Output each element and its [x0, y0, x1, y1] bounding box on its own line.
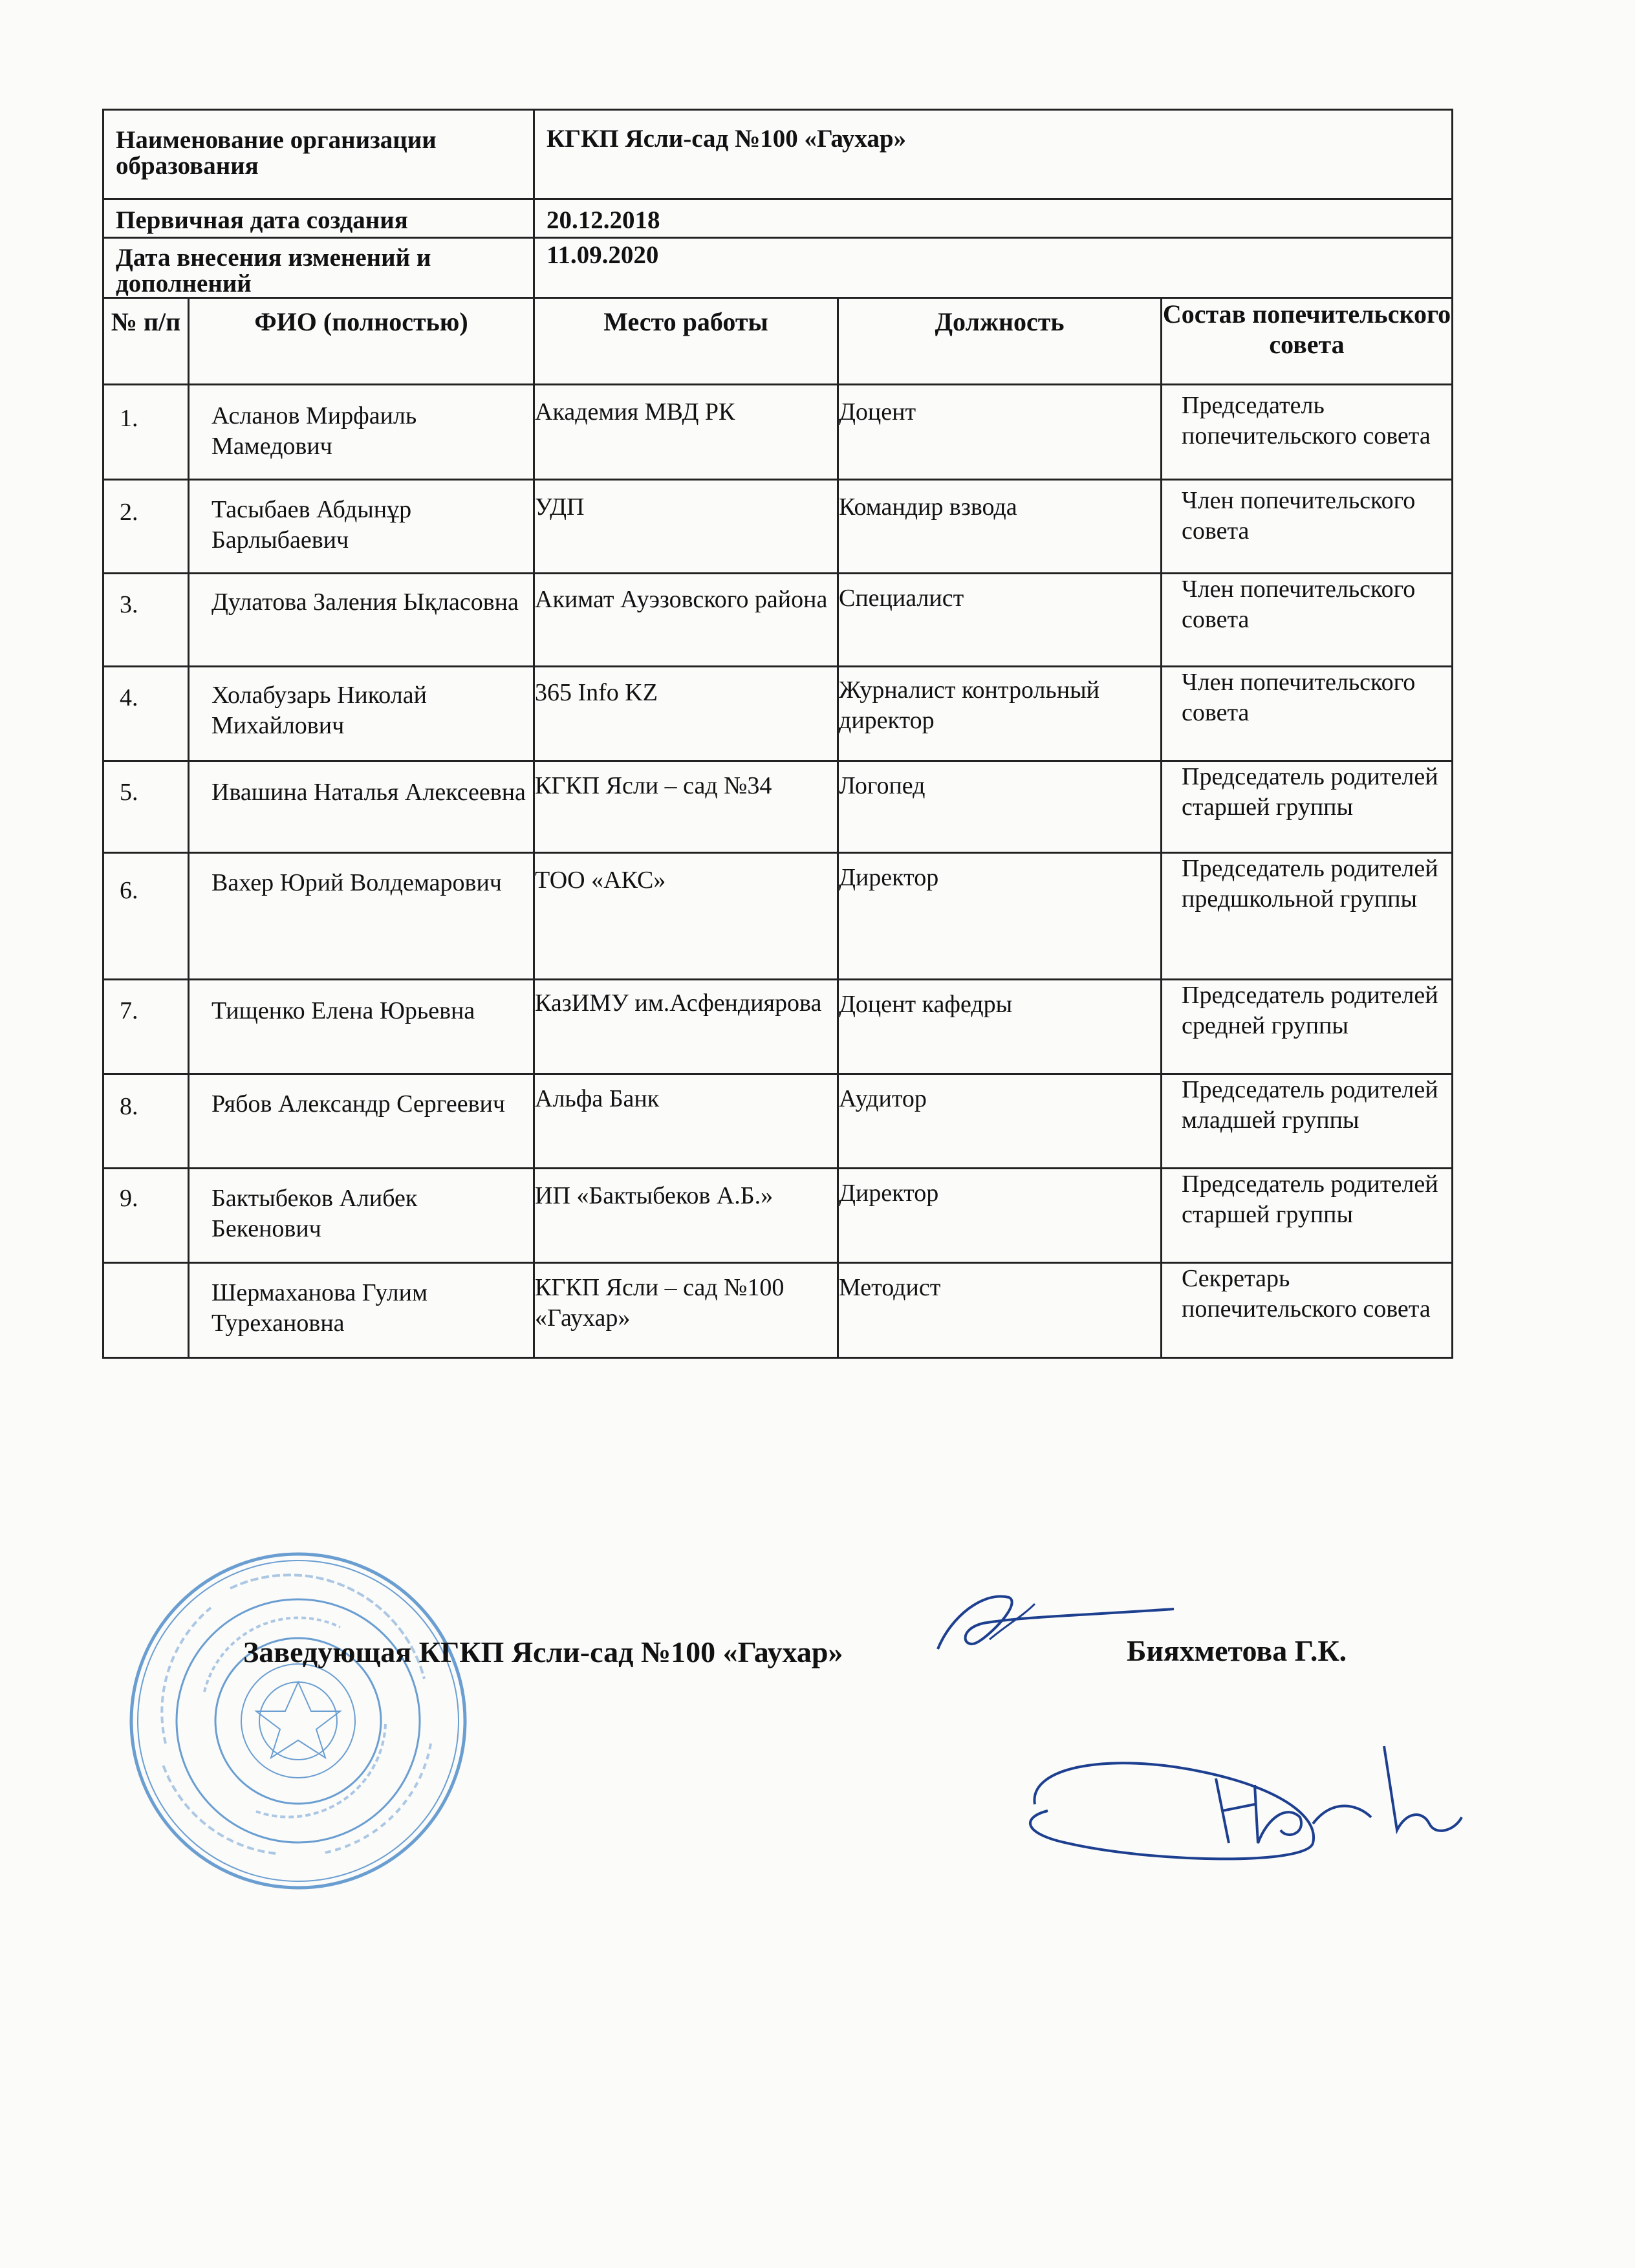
- row-work: УДП: [534, 480, 838, 574]
- row-council: Секретарь попечительского совета: [1162, 1263, 1453, 1358]
- row-position: Методист: [838, 1263, 1162, 1358]
- row-position: Логопед: [838, 761, 1162, 853]
- council-table: [102, 109, 1453, 1359]
- row-num: 1.: [103, 385, 189, 480]
- row-council: Член попечительского совета: [1162, 574, 1453, 667]
- changes-label: Дата внесения изменений и дополнений: [103, 238, 534, 298]
- row-num: 3.: [103, 574, 189, 667]
- row-work: ТОО «АКС»: [534, 853, 838, 980]
- table-row: [103, 667, 1453, 761]
- created-label: Первичная дата создания: [103, 199, 534, 238]
- row-num: 7.: [103, 980, 189, 1074]
- table-row: [103, 761, 1453, 853]
- row-fio: Бактыбеков Алибек Бекенович: [189, 1169, 534, 1263]
- row-num: 8.: [103, 1074, 189, 1169]
- row-num: 9.: [103, 1169, 189, 1263]
- row-council: Член попечительского совета: [1162, 480, 1453, 574]
- row-fio: Холабузарь Николай Михайлович: [189, 667, 534, 761]
- row-position: Доцент: [838, 385, 1162, 480]
- table-row: [103, 1263, 1453, 1358]
- row-fio: Асланов Мирфаиль Мамедович: [189, 385, 534, 480]
- row-position: Директор: [838, 1169, 1162, 1263]
- column-header-row: [103, 298, 1453, 385]
- column-header-fio: ФИО (полностью): [189, 298, 534, 385]
- row-council: Председатель родителей младшей группы: [1162, 1074, 1453, 1169]
- org-name-label: Наименование организации образования: [103, 110, 534, 199]
- row-council: Председатель родителей средней группы: [1162, 980, 1453, 1074]
- row-work: Акимат Ауэзовского района: [534, 574, 838, 667]
- row-work: Альфа Банк: [534, 1074, 838, 1169]
- row-position: Журналист контрольный директор: [838, 667, 1162, 761]
- handwritten-note-signature: [1009, 1720, 1475, 1875]
- table-row: [103, 480, 1453, 574]
- row-council: Председатель родителей предшкольной группы: [1162, 853, 1453, 980]
- row-fio: Рябов Александр Сергеевич: [189, 1074, 534, 1169]
- org-name-value: КГКП Ясли-сад №100 «Гаухар»: [534, 110, 1453, 199]
- row-position: Командир взвода: [838, 480, 1162, 574]
- table-row: [103, 385, 1453, 480]
- column-header-position: Должность: [838, 298, 1162, 385]
- row-fio: Вахер Юрий Волдемарович: [189, 853, 534, 980]
- row-fio: Дулатова Зaления Ықласовна: [189, 574, 534, 667]
- row-fio: Тищенко Елена Юрьевна: [189, 980, 534, 1074]
- row-num: 5.: [103, 761, 189, 853]
- row-work: Академия МВД РК: [534, 385, 838, 480]
- row-work: КазИМУ им.Асфендиярова: [534, 980, 838, 1074]
- row-num: 4.: [103, 667, 189, 761]
- row-position: Специалист: [838, 574, 1162, 667]
- row-num: 2.: [103, 480, 189, 574]
- row-num: 6.: [103, 853, 189, 980]
- changes-value: 11.09.2020: [534, 238, 1453, 298]
- column-header-num: № п/п: [103, 298, 189, 385]
- changes-row: [103, 238, 1453, 298]
- row-council: Председатель попечительского совета: [1162, 385, 1453, 480]
- row-council: Член попечительского совета: [1162, 667, 1453, 761]
- table-row: [103, 1169, 1453, 1263]
- row-position: Доцент кафедры: [838, 980, 1162, 1074]
- table-row: [103, 574, 1453, 667]
- row-council: Председатель родителей старшей группы: [1162, 761, 1453, 853]
- row-work: КГКП Ясли – сад №100 «Гаухар»: [534, 1263, 838, 1358]
- row-work: КГКП Ясли – сад №34: [534, 761, 838, 853]
- director-name: Бияхметова Г.К.: [1127, 1634, 1347, 1667]
- director-signature: [912, 1578, 1184, 1669]
- column-header-work: Место работы: [534, 298, 838, 385]
- row-position: Аудитор: [838, 1074, 1162, 1169]
- row-fio: Ивашина Наталья Алексеевна: [189, 761, 534, 853]
- column-header-council: Состав попечительского совета: [1162, 298, 1453, 385]
- table-row: [103, 853, 1453, 980]
- row-work: ИП «Бактыбеков А.Б.»: [534, 1169, 838, 1263]
- created-row: [103, 199, 1453, 238]
- row-fio: Шермаханова Гулим Туреханoвна: [189, 1263, 534, 1358]
- row-work: 365 Info KZ: [534, 667, 838, 761]
- row-fio: Тасыбаев Абдынұр Барлыбаевич: [189, 480, 534, 574]
- official-seal-stamp: [127, 1550, 470, 1892]
- footer-position-title: Заведующая КГКП Ясли-сад №100 «Гаухар»: [243, 1636, 843, 1669]
- row-num: [103, 1263, 189, 1358]
- org-name-row: [103, 110, 1453, 199]
- table-row: [103, 1074, 1453, 1169]
- table-row: [103, 980, 1453, 1074]
- row-council: Председатель родителей старшей группы: [1162, 1169, 1453, 1263]
- row-position: Директор: [838, 853, 1162, 980]
- created-value: 20.12.2018: [534, 199, 1453, 238]
